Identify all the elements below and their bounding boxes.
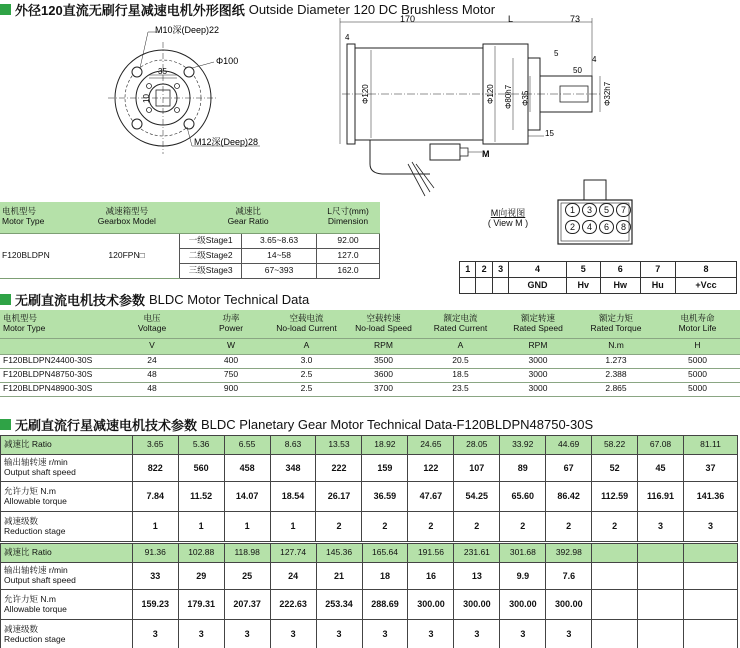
torque-label-en: Allowable torque — [4, 495, 67, 506]
header-en: Gear Ratio — [227, 216, 269, 227]
pin-signal: +Vcc — [676, 278, 737, 294]
tech-cell: 1.273 — [577, 354, 655, 368]
ratio-cell: 145.36 — [316, 544, 362, 563]
speed-cell: 560 — [178, 455, 224, 482]
dim-50-label: 50 — [573, 66, 582, 75]
ratio-cell: 18.92 — [362, 436, 408, 455]
torque-cell: 54.25 — [454, 482, 500, 512]
ratio-range-cell: 3.65~8.63 — [242, 233, 317, 248]
ratio-cell: 5.36 — [178, 436, 224, 455]
view-m-label — [478, 208, 538, 229]
gear-data-table-2 — [0, 543, 738, 648]
view-m-label-cn: M向视图 — [490, 208, 526, 218]
gear-data-title — [0, 415, 593, 433]
ratio-range-cell: 67~393 — [242, 263, 317, 278]
tech-cell: F120BLDPN48750-30S — [0, 368, 110, 382]
front-view-drawing — [100, 20, 300, 160]
ratio-cell: 3.65 — [132, 436, 178, 455]
torque-cell: 300.00 — [546, 590, 592, 620]
dim-4b-label: 4 — [592, 55, 597, 64]
pin-signal — [492, 278, 508, 294]
section-marker — [0, 419, 11, 430]
table-row — [0, 382, 740, 396]
dim-73-label: 73 — [570, 14, 581, 24]
header-cn: 减速箱型号 — [105, 206, 149, 217]
unit-cell: RPM — [345, 338, 422, 354]
gear-data-table-1 — [0, 435, 738, 542]
tech-cell: 3600 — [345, 368, 422, 382]
ratio-cell: 231.61 — [454, 544, 500, 563]
speed-label — [1, 563, 133, 590]
torque-cell: 207.37 — [224, 590, 270, 620]
ratio-label: 减速比 Ratio — [1, 544, 133, 563]
torque-cell: 300.00 — [408, 590, 454, 620]
pin-signal — [476, 278, 492, 294]
torque-cell: 222.63 — [270, 590, 316, 620]
dimension-cell: 162.0 — [317, 263, 380, 278]
width-35-label: 35 — [158, 67, 167, 76]
stage-label-cn: 减速级数 — [4, 623, 39, 634]
col-dimension — [317, 202, 380, 233]
header-cn: 电压 — [143, 312, 161, 323]
stage-cell: 1 — [132, 512, 178, 542]
gear-ratio-table — [0, 202, 380, 279]
col-noload-current — [268, 310, 345, 338]
m12-thread-label: M12深(Deep)28 — [194, 137, 259, 147]
ratio-row — [1, 544, 738, 563]
stage-cell: 3 — [500, 620, 546, 648]
stage-cell: 2 — [408, 512, 454, 542]
header-cn: 减速比 — [235, 206, 261, 217]
torque-row — [1, 590, 738, 620]
header-cn: 额定转速 — [520, 312, 555, 323]
speed-row — [1, 455, 738, 482]
connector-pin: 4 — [582, 220, 597, 234]
stage-cell: 3 — [408, 620, 454, 648]
pin-signal: Hw — [600, 278, 640, 294]
speed-label — [1, 455, 133, 482]
stage-cell: 3 — [316, 620, 362, 648]
tech-data-title — [0, 290, 309, 308]
torque-label — [1, 590, 133, 620]
tech-cell: F120BLDPN24400-30S — [0, 354, 110, 368]
tech-cell: 5000 — [655, 368, 740, 382]
speed-label-en: Output shaft speed — [4, 467, 76, 477]
stage-cell — [684, 620, 738, 648]
view-m-arrow-label: M — [482, 149, 490, 159]
gear-title-cn: 无刷直流行星减速电机技术参数 — [15, 417, 198, 433]
stage-cell: 3 — [638, 512, 684, 542]
ratio-cell: 28.05 — [454, 436, 500, 455]
speed-cell: 67 — [546, 455, 592, 482]
pin-signal: Hv — [566, 278, 600, 294]
tech-cell: 24 — [110, 354, 194, 368]
header-cn: 额定电流 — [443, 312, 478, 323]
col-gearbox-model — [74, 202, 180, 233]
ratio-cell: 81.11 — [683, 436, 737, 455]
ratio-range-cell: 14~58 — [242, 248, 317, 263]
tech-title-en: BLDC Motor Technical Data — [149, 291, 310, 307]
unit-cell: V — [110, 338, 194, 354]
ratio-cell: 91.36 — [132, 544, 178, 563]
tech-cell: 400 — [194, 354, 268, 368]
dim-15-label: 15 — [545, 129, 554, 138]
view-m-label-en: ( View M ) — [487, 218, 529, 229]
stage-label-cn: 减速级数 — [4, 515, 39, 526]
torque-cell: 179.31 — [178, 590, 224, 620]
stage-label-en: Reduction stage — [4, 525, 66, 536]
col-rated-torque — [577, 310, 655, 338]
speed-cell — [684, 563, 738, 590]
pin-number: 4 — [509, 262, 566, 278]
table-row — [0, 354, 740, 368]
unit-cell: RPM — [499, 338, 577, 354]
motor-type-cell: F120BLDPN — [0, 233, 74, 278]
phi100-label: Φ100 — [216, 56, 239, 66]
connector-pin: 3 — [582, 203, 597, 217]
stage-cell: 2 — [592, 512, 638, 542]
connector-pin: 5 — [599, 203, 614, 217]
ratio-cell — [592, 544, 638, 563]
stage-cell: 2 — [546, 512, 592, 542]
tech-cell: 3500 — [345, 354, 422, 368]
speed-row — [1, 563, 738, 590]
col-motor-life — [655, 310, 740, 338]
tech-cell: 3000 — [499, 382, 577, 396]
tech-cell: 2.5 — [268, 382, 345, 396]
header-en: Motor Life — [678, 322, 717, 333]
torque-cell: 159.23 — [132, 590, 178, 620]
speed-cell: 25 — [224, 563, 270, 590]
ratio-cell: 67.08 — [638, 436, 684, 455]
stage-cell: 1 — [270, 512, 316, 542]
stage-label — [1, 620, 133, 648]
stage-cell — [638, 620, 684, 648]
unit-cell: W — [194, 338, 268, 354]
tech-cell: 48 — [110, 368, 194, 382]
tech-cell: 750 — [194, 368, 268, 382]
speed-cell: 16 — [408, 563, 454, 590]
ratio-cell: 301.68 — [500, 544, 546, 563]
connector-pin-grid — [562, 203, 634, 234]
stage-cell: 1 — [224, 512, 270, 542]
torque-cell: 14.07 — [224, 482, 270, 512]
ratio-cell: 8.63 — [270, 436, 316, 455]
ratio-cell: 118.98 — [224, 544, 270, 563]
header-cn: L尺寸(mm) — [327, 206, 369, 217]
torque-cell: 36.59 — [362, 482, 408, 512]
torque-cell: 141.36 — [683, 482, 737, 512]
ratio-cell: 6.55 — [224, 436, 270, 455]
unit-cell: A — [422, 338, 499, 354]
unit-cell — [0, 338, 110, 354]
stage-cell: 3 — [178, 620, 224, 648]
tech-cell: 20.5 — [422, 354, 499, 368]
speed-cell: 18 — [362, 563, 408, 590]
stage-label — [1, 512, 133, 542]
side-view-drawing — [330, 14, 640, 199]
speed-cell: 122 — [408, 455, 454, 482]
stage-cell: 2 — [500, 512, 546, 542]
torque-cell: 7.84 — [132, 482, 178, 512]
ratio-cell: 127.74 — [270, 544, 316, 563]
pin-number: 6 — [600, 262, 640, 278]
dimension-cell: 127.0 — [317, 248, 380, 263]
torque-cell: 112.59 — [592, 482, 638, 512]
phi32-label: Φ32h7 — [603, 81, 612, 106]
speed-cell: 7.6 — [546, 563, 592, 590]
tech-cell: 900 — [194, 382, 268, 396]
torque-label-cn: 允许力矩 N.m — [4, 593, 56, 604]
speed-cell — [592, 563, 638, 590]
header-cn: 额定力矩 — [598, 312, 633, 323]
stage-cell: 3 — [132, 620, 178, 648]
header-en: Voltage — [137, 322, 167, 333]
speed-cell: 822 — [132, 455, 178, 482]
stage-cell: 3 — [683, 512, 737, 542]
stage-cell — [592, 620, 638, 648]
ratio-cell — [684, 544, 738, 563]
header-en: Rated Current — [433, 322, 488, 333]
phi120a-label: Φ120 — [361, 84, 370, 104]
pin-number: 2 — [476, 262, 492, 278]
torque-row — [1, 482, 738, 512]
key-10-label: 10 — [142, 94, 151, 103]
speed-cell: 37 — [683, 455, 737, 482]
unit-cell: A — [268, 338, 345, 354]
header-en: Motor Type — [2, 216, 45, 227]
col-voltage — [110, 310, 194, 338]
header-en: Power — [218, 322, 244, 333]
pin-number: 3 — [492, 262, 508, 278]
speed-label-cn: 输出轴转速 r/min — [4, 457, 68, 468]
drawing-title-en: Outside Diameter 120 DC Brushless Motor — [248, 1, 496, 17]
torque-cell: 288.69 — [362, 590, 408, 620]
torque-cell: 300.00 — [500, 590, 546, 620]
tech-cell: 23.5 — [422, 382, 499, 396]
pin-number: 1 — [460, 262, 476, 278]
phi80-label: Φ80h7 — [504, 84, 513, 109]
speed-cell: 52 — [592, 455, 638, 482]
speed-cell: 45 — [638, 455, 684, 482]
torque-cell: 65.60 — [500, 482, 546, 512]
torque-cell: 116.91 — [638, 482, 684, 512]
tech-cell: 5000 — [655, 382, 740, 396]
speed-cell: 107 — [454, 455, 500, 482]
header-cn: 空载电流 — [289, 312, 324, 323]
dimension-cell: 92.00 — [317, 233, 380, 248]
tech-cell: 5000 — [655, 354, 740, 368]
header-cn: 空载转速 — [366, 312, 401, 323]
torque-cell — [638, 590, 684, 620]
unit-cell: N.m — [577, 338, 655, 354]
col-rated-current — [422, 310, 499, 338]
ratio-cell: 191.56 — [408, 544, 454, 563]
header-en: No-load Current — [276, 322, 337, 333]
tech-cell: F120BLDPN48900-30S — [0, 382, 110, 396]
pin-signal: GND — [509, 278, 566, 294]
header-en: No-load Speed — [355, 322, 412, 333]
torque-cell: 26.17 — [316, 482, 362, 512]
tech-cell: 3700 — [345, 382, 422, 396]
tech-cell: 48 — [110, 382, 194, 396]
stage-cell: 2 — [362, 512, 408, 542]
stage-cell: 3 — [546, 620, 592, 648]
speed-cell: 21 — [316, 563, 362, 590]
torque-cell: 253.34 — [316, 590, 362, 620]
connector-pin: 2 — [565, 220, 580, 234]
tech-cell: 2.865 — [577, 382, 655, 396]
stage-cell: 1 — [178, 512, 224, 542]
ratio-cell: 33.92 — [500, 436, 546, 455]
col-motor-type — [0, 310, 110, 338]
stage-cell: 3 — [362, 620, 408, 648]
col-noload-speed — [345, 310, 422, 338]
header-en: Rated Torque — [590, 322, 642, 333]
ratio-cell: 58.22 — [592, 436, 638, 455]
connector-pin: 1 — [565, 203, 580, 217]
torque-cell: 86.42 — [546, 482, 592, 512]
col-motor-type — [0, 202, 74, 233]
speed-cell: 24 — [270, 563, 316, 590]
motor-tech-table — [0, 310, 740, 397]
pin-number: 5 — [566, 262, 600, 278]
ratio-row — [1, 436, 738, 455]
torque-cell — [592, 590, 638, 620]
col-rated-speed — [499, 310, 577, 338]
drawing-title-cn: 外径120直流无刷行星减速电机外形图纸 — [15, 2, 245, 18]
ratio-cell: 24.65 — [408, 436, 454, 455]
phi120b-label: Φ120 — [486, 84, 495, 104]
pin-signal: Hu — [640, 278, 676, 294]
stage-cell: 三级Stage3 — [180, 263, 242, 278]
connector-pin: 8 — [616, 220, 631, 234]
speed-cell: 33 — [132, 563, 178, 590]
speed-cell — [638, 563, 684, 590]
stage-cell: 3 — [270, 620, 316, 648]
gearbox-model-cell: 120FPN□ — [74, 233, 180, 278]
header-en: Dimension — [327, 216, 369, 227]
pin-number: 8 — [676, 262, 737, 278]
ratio-cell: 165.64 — [362, 544, 408, 563]
stage-cell: 3 — [454, 620, 500, 648]
ratio-cell — [638, 544, 684, 563]
phi35-label: Φ35 — [521, 90, 530, 106]
speed-cell: 348 — [270, 455, 316, 482]
stage-cell: 3 — [224, 620, 270, 648]
pin-number: 7 — [640, 262, 676, 278]
torque-cell: 11.52 — [178, 482, 224, 512]
stage-cell: 2 — [316, 512, 362, 542]
dim-4a-label: 4 — [345, 33, 350, 42]
torque-cell: 18.54 — [270, 482, 316, 512]
stage-cell: 二级Stage2 — [180, 248, 242, 263]
dim-170-label: 170 — [400, 14, 416, 24]
header-cn: 电机型号 — [2, 206, 37, 217]
header-cn: 电机寿命 — [680, 312, 715, 323]
speed-cell: 222 — [316, 455, 362, 482]
tech-title-cn: 无刷直流电机技术参数 — [15, 292, 146, 308]
torque-cell — [684, 590, 738, 620]
ratio-cell: 102.88 — [178, 544, 224, 563]
speed-cell: 9.9 — [500, 563, 546, 590]
tech-cell: 18.5 — [422, 368, 499, 382]
ratio-cell: 13.53 — [316, 436, 362, 455]
stage-cell: 2 — [454, 512, 500, 542]
header-cn: 功率 — [222, 312, 240, 323]
connector-pin: 7 — [616, 203, 631, 217]
speed-cell: 29 — [178, 563, 224, 590]
tech-cell: 3.0 — [268, 354, 345, 368]
ratio-label: 减速比 Ratio — [1, 436, 133, 455]
header-en: Gearbox Model — [97, 216, 156, 227]
pin-assignment-table — [459, 261, 737, 294]
tech-cell: 2.5 — [268, 368, 345, 382]
speed-cell: 13 — [454, 563, 500, 590]
m10-thread-label: M10深(Deep)22 — [155, 25, 220, 35]
section-marker — [0, 294, 11, 305]
gear-title-en: BLDC Planetary Gear Motor Technical Data-F120BLDPN48750-30S — [201, 416, 594, 432]
stage-cell: 一级Stage1 — [180, 233, 242, 248]
tech-cell: 2.388 — [577, 368, 655, 382]
table-row — [0, 368, 740, 382]
ratio-cell: 44.69 — [546, 436, 592, 455]
torque-label — [1, 482, 133, 512]
section-marker — [0, 4, 11, 15]
unit-cell: H — [655, 338, 740, 354]
connector-pin: 6 — [599, 220, 614, 234]
header-en: Rated Speed — [513, 322, 563, 333]
col-power — [194, 310, 268, 338]
stage-row — [1, 620, 738, 648]
dim-5-label: 5 — [554, 49, 559, 58]
torque-label-en: Allowable torque — [4, 603, 67, 614]
tech-cell: 3000 — [499, 368, 577, 382]
pin-signal — [460, 278, 476, 294]
col-gear-ratio — [180, 202, 317, 233]
stage-label-en: Reduction stage — [4, 633, 66, 644]
speed-cell: 89 — [500, 455, 546, 482]
ratio-cell: 392.98 — [546, 544, 592, 563]
torque-cell: 47.67 — [408, 482, 454, 512]
tech-cell: 3000 — [499, 354, 577, 368]
torque-label-cn: 允许力矩 N.m — [4, 485, 56, 496]
header-en: Motor Type — [3, 322, 46, 333]
speed-label-cn: 输出轴转速 r/min — [4, 565, 68, 576]
dim-l-label: L — [508, 14, 514, 24]
speed-label-en: Output shaft speed — [4, 575, 76, 585]
speed-cell: 159 — [362, 455, 408, 482]
torque-cell: 300.00 — [454, 590, 500, 620]
header-cn: 电机型号 — [3, 312, 38, 323]
stage-row — [1, 512, 738, 542]
speed-cell: 458 — [224, 455, 270, 482]
